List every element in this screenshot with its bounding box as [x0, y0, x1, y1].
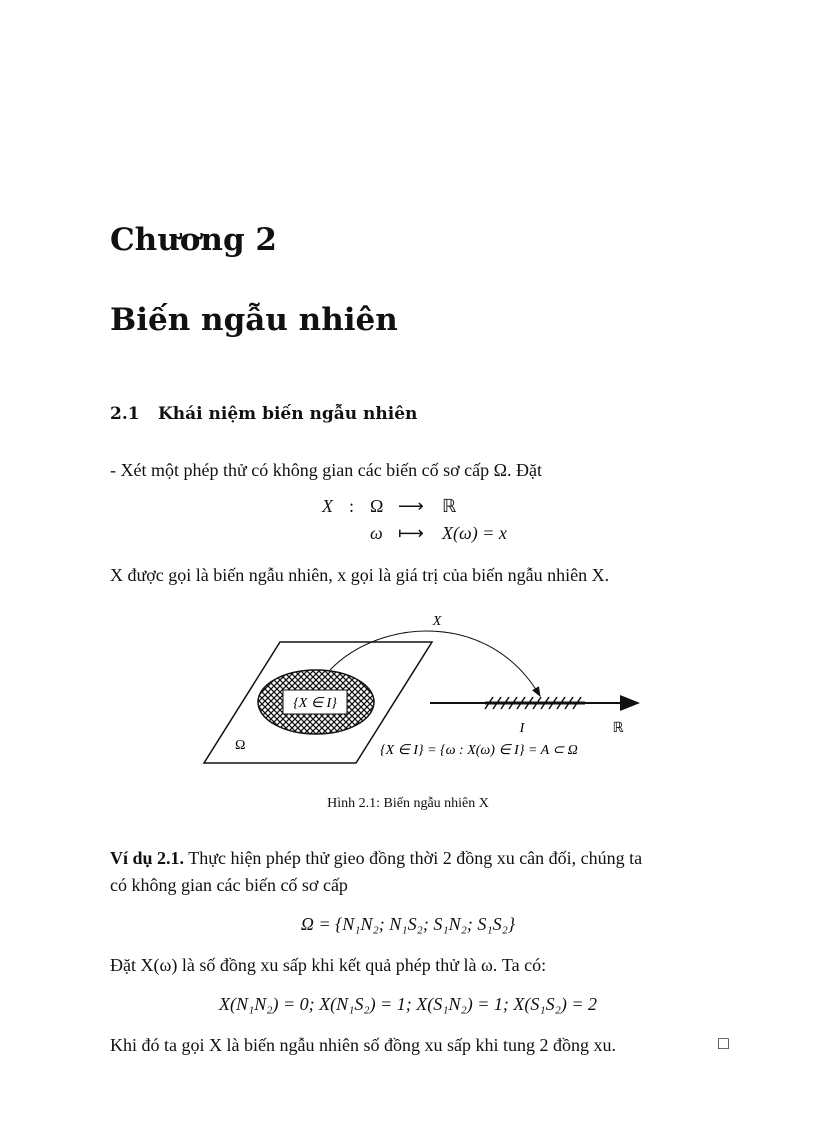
random-variable-figure [190, 608, 650, 773]
reals-label: ℝ [612, 721, 624, 736]
intro-paragraph: - Xét một phép thử có không gian các biến cố sơ cấp Ω. Đặt [110, 460, 543, 480]
mapping-element: ω [370, 523, 383, 543]
interval-hatching [485, 697, 585, 709]
definition-paragraph: X được gọi là biến ngẫu nhiên, x gọi là giá trị của biến ngẫu nhiên X. [110, 565, 610, 585]
example-heading: Ví dụ 2.1. [110, 848, 185, 868]
example-text-1: Thực hiện phép thử gieo đồng thời 2 đồng xu cân đối, chúng ta [184, 848, 643, 868]
interval-label: I [519, 721, 525, 736]
section-number: 2.1 [110, 404, 140, 424]
section-title: Khái niệm biến ngẫu nhiên [158, 404, 418, 424]
sample-space-equation: Ω = {N₁N₂; N₁S₂; S₁N₂; S₁S₂} [300, 914, 516, 934]
omega-label: Ω [235, 738, 246, 753]
chapter-heading: Chương 2 [110, 222, 278, 258]
values-equation: X(N₁N₂) = 0; X(N₁S₂) = 1; X(S₁N₂) = 1; X(S₁S₂) = 2 [218, 994, 598, 1014]
mapping-colon: : [349, 496, 355, 516]
mapping-codomain: ℝ [442, 496, 457, 516]
example-text-2: có không gian các biến cố sơ cấp [110, 875, 348, 895]
figure-equation: {X ∈ I} = {ω : X(ω) ∈ I} = A ⊂ Ω [380, 743, 578, 758]
event-label: {X ∈ I} [293, 696, 337, 711]
arrow-label: X [432, 614, 442, 629]
section-heading [110, 404, 417, 424]
mapping-domain: Ω [370, 496, 384, 516]
end-of-proof-mark: □ [718, 1033, 729, 1053]
figure-caption: Hình 2.1: Biến ngẫu nhiên X [327, 796, 489, 811]
mapping-mapsto: ⟼ [398, 523, 424, 543]
mapping-lhs: X [322, 496, 333, 516]
chapter-title: Biến ngẫu nhiên [110, 302, 398, 338]
mapping-image: X(ω) = x [442, 523, 507, 543]
define-variable-text: Đặt X(ω) là số đồng xu sấp khi kết quả phép thử là ω. Ta có: [110, 955, 547, 975]
conclusion-text: Khi đó ta gọi X là biến ngẫu nhiên số đồng xu sấp khi tung 2 đồng xu. [110, 1035, 616, 1055]
mapping-arrow: ⟶ [398, 496, 424, 516]
example-line-1 [110, 848, 642, 869]
